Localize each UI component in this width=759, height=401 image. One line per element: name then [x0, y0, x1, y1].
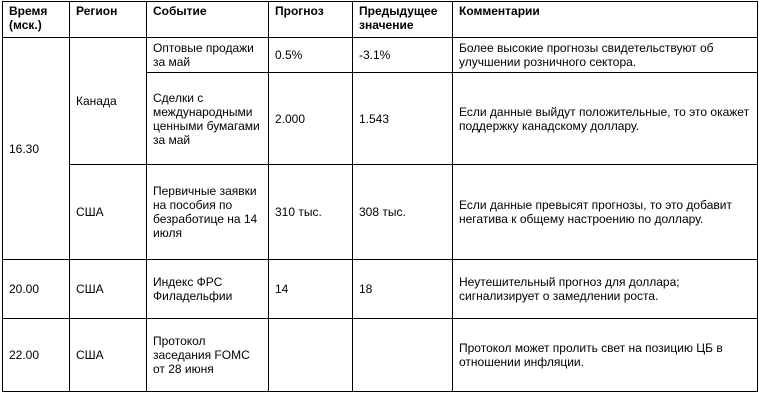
event-cell: Оптовые продажи за май — [147, 38, 269, 73]
forecast-cell: 310 тыс. — [269, 165, 353, 260]
event-cell: Индекс ФРС Филадельфии — [147, 260, 269, 319]
table-row — [3, 319, 758, 392]
region-cell: США — [70, 165, 147, 260]
event-cell: Протокол заседания FOMC от 28 июня — [147, 319, 269, 392]
previous-cell: 1.543 — [353, 73, 453, 165]
comment-cell: Если данные превысят прогнозы, то это добавит негатива к общему настроению по доллару. — [453, 165, 758, 260]
region-cell: США — [70, 319, 147, 392]
forecast-cell: 0.5% — [269, 38, 353, 73]
previous-cell: 308 тыс. — [353, 165, 453, 260]
comment-cell: Протокол может пролить свет на позицию ЦБ в отношении инфляции. — [453, 319, 758, 392]
header-time: Время (мск.) — [3, 2, 70, 38]
time-cell: 22.00 — [3, 319, 70, 392]
forecast-cell — [269, 319, 353, 392]
header-comments: Комментарии — [453, 2, 758, 38]
region-cell: Канада — [70, 38, 147, 165]
previous-cell: 18 — [353, 260, 453, 319]
comment-cell: Если данные выйдут положительные, то это окажет поддержку канадскому доллару. — [453, 73, 758, 165]
forecast-cell: 2.000 — [269, 73, 353, 165]
previous-cell — [353, 319, 453, 392]
header-region: Регион — [70, 2, 147, 38]
previous-cell: -3.1% — [353, 38, 453, 73]
comment-cell: Более высокие прогнозы свидетельствуют об улучшении розничного сектора. — [453, 38, 758, 73]
time-cell: 20.00 — [3, 260, 70, 319]
table-row — [3, 38, 758, 73]
table-row — [3, 165, 758, 260]
forecast-cell: 14 — [269, 260, 353, 319]
table-row — [3, 260, 758, 319]
region-cell: США — [70, 260, 147, 319]
header-previous: Предыдущее значение — [353, 2, 453, 38]
header-event: Событие — [147, 2, 269, 38]
economic-calendar-table — [2, 1, 758, 392]
comment-cell: Неутешительный прогноз для доллара; сигнализирует о замедлении роста. — [453, 260, 758, 319]
header-forecast: Прогноз — [269, 2, 353, 38]
event-cell: Первичные заявки на пособия по безработице на 14 июля — [147, 165, 269, 260]
event-cell: Сделки с международными ценными бумагами за май — [147, 73, 269, 165]
time-cell: 16.30 — [3, 38, 70, 260]
table-header-row — [3, 2, 758, 38]
